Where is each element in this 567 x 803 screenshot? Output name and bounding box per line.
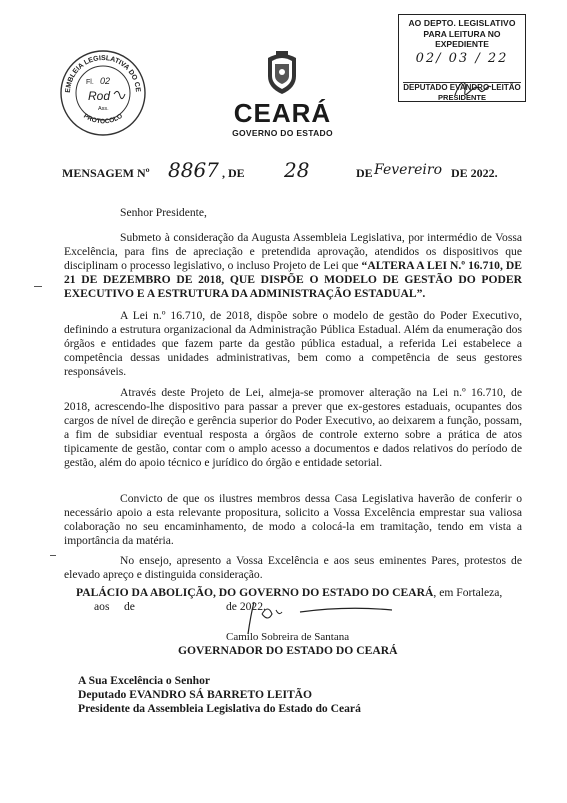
addressee-line2: Deputado EVANDRO SÁ BARRETO LEITÃO	[78, 688, 313, 701]
message-year: DE 2022.	[451, 166, 498, 180]
paragraph-2: A Lei n.º 16.710, de 2018, dispõe sobre o modelo de gestão do Poder Executivo, definindo a estrutura organizacional da Administração Pública Estadual. Além da enumeração dos órgãos e entidades que fazem parte da gestão pública estadual, a referida Lei estabelece a competência dessas unidades administrativas, bem como a competência de seus gestores responsáveis.	[64, 309, 522, 378]
stamp-deputy: DEPUTADO EVANDRO LEITÃO	[403, 83, 521, 92]
message-label: MENSAGEM Nº	[62, 166, 150, 180]
addressee-line3: Presidente da Assembleia Legislativa do Estado do Ceará	[78, 702, 361, 715]
closing-line	[76, 586, 526, 599]
salutation: Senhor Presidente,	[120, 206, 207, 219]
palace-name: PALÁCIO DA ABOLIÇÃO, DO GOVERNO DO ESTADO DO CEARÁ	[76, 586, 434, 599]
svg-text:ASSEMBLEIA LEGISLATIVA DO CEAR	[58, 48, 141, 93]
governor-title: GOVERNADOR DO ESTADO DO CEARÁ	[178, 644, 398, 657]
message-line	[62, 158, 522, 184]
message-day: 28	[284, 158, 310, 182]
closing-year: de 2022.	[226, 600, 266, 613]
message-number: 8867	[168, 158, 219, 182]
margin-mark	[34, 286, 42, 287]
brand-subtitle: GOVERNO DO ESTADO	[232, 128, 333, 138]
stamp-ring-text: EMBLEIA LEGISLATIVA DO CE	[64, 54, 142, 94]
governor-name: Camilo Sobreira de Santana	[226, 631, 350, 643]
stamp-signature: Rod	[88, 89, 111, 103]
closing-aos: aos	[94, 600, 110, 613]
svg-text:PROTOCOLO	[82, 113, 124, 126]
paragraph-1-bold: “ALTERA A LEI N.º 16.710, DE 21 DE DEZEMBRO DE 2018, QUE DISPÕE O MODELO DE GESTÃO DO PODER EXECUTIVO E A ESTRUTURA DA ADMINISTRAÇÃO ESTADUAL”.	[64, 259, 522, 300]
addressee-line1: A Sua Excelência o Senhor	[78, 674, 211, 687]
message-de2: DE	[356, 166, 373, 180]
protocol-stamp	[58, 48, 148, 138]
reading-stamp	[398, 14, 526, 102]
paragraph-1	[64, 231, 522, 301]
message-de1: , DE	[222, 166, 245, 180]
stamp-line2: PARA LEITURA NO EXPEDIENTE	[423, 29, 501, 49]
state-crest-icon	[262, 50, 302, 96]
message-month: Fevereiro	[374, 162, 443, 178]
stamp-line1: AO DEPTO. LEGISLATIVO	[408, 18, 516, 28]
paragraph-4: Convicto de que os ilustres membros dessa Casa Legislativa haverão de conferir o necessário apoio a esta relevante propositura, solicito a Vossa Excelência emprestar sua valiosa colaboração no seu encaminhamento, de modo a colocá-la em tramitação, tendo em vista a importância da matéria.	[64, 492, 522, 547]
stamp-date: 02/ 03 / 22	[415, 51, 509, 66]
stamp-fl-value: 02	[100, 76, 111, 86]
stamp-ring-bottom: PROTOCOLO	[82, 112, 124, 126]
stamp-sub-label: Ass.	[98, 106, 109, 112]
closing-de: de	[124, 600, 135, 613]
palace-rest: , em Fortaleza,	[433, 586, 503, 599]
stamp-role: PRESIDENTE	[438, 93, 486, 102]
stamp-fl-label: Fl.	[86, 79, 94, 86]
brand-title: CEARÁ	[233, 98, 332, 128]
paragraph-3: Através deste Projeto de Lei, almeja-se promover alteração na Lei n.º 16.710, de 2018, acrescendo-lhe dispositivo para passar a prever que ex-gestores estaduais, ocupantes dos cargos de nível de direção e gerência superior do Poder Executivo, ao deixarem a função, possam, a fim de subsidiar eventual resposta a órgãos de controle externo sobre a prática de atos tipicamente de gestão, contar com o amplo acesso a documentos e dados relativos do período de gestão, além do apoio técnico e jurídico do órgão e entidade setorial.	[64, 386, 522, 469]
margin-mark	[50, 555, 56, 556]
paragraph-1-text: Submeto à consideração da Augusta Assembleia Legislativa, por intermédio de Vossa Excelência, para fins de apreciação e pretendida aprovação, atendidos os dispositivos que disciplinam o processo legislativo, o incluso Projeto de Lei que	[64, 231, 522, 272]
paragraph-5: No ensejo, apresento a Vossa Excelência e aos seus eminentes Pares, protestos de elevado apreço e distinguida consideração.	[64, 554, 522, 581]
